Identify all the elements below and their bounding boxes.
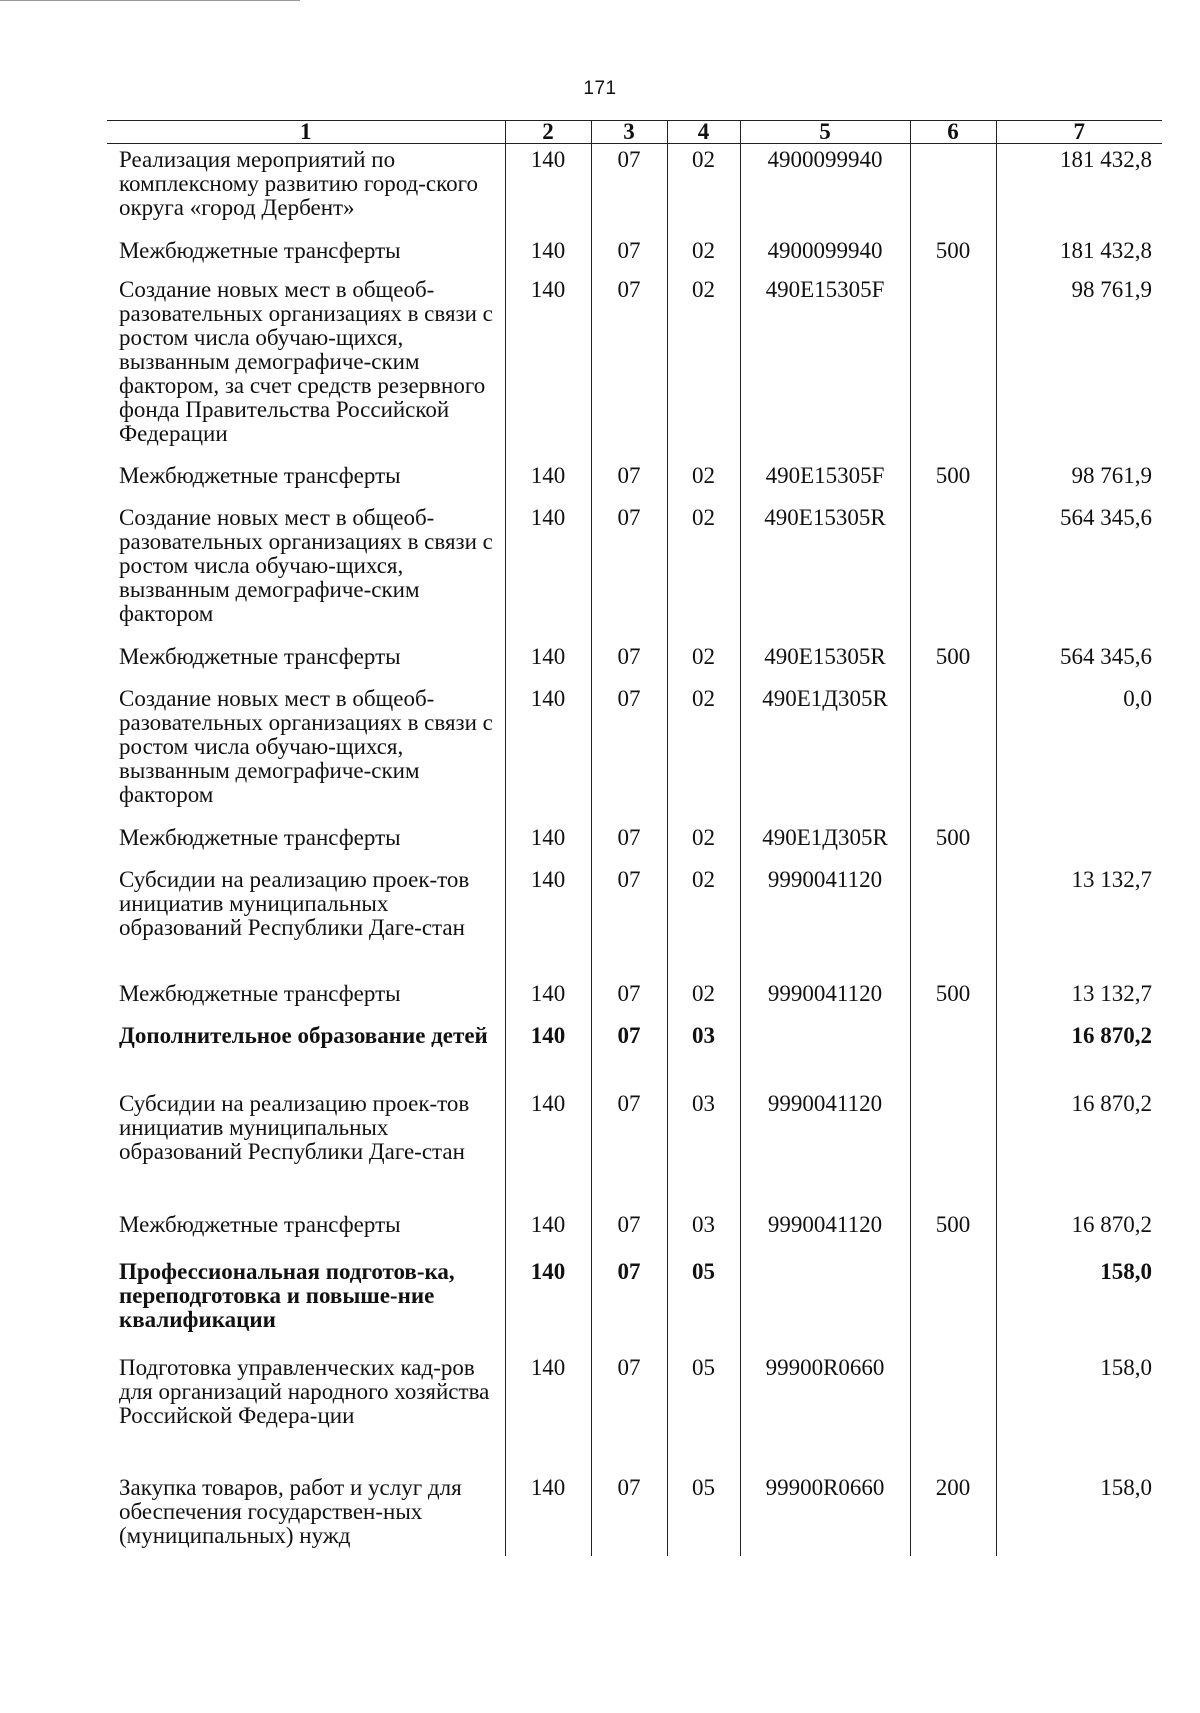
row-expense-type: 500 — [910, 978, 996, 1020]
row-amount: 564 345,6 — [996, 502, 1162, 641]
row-amount: 181 432,8 — [996, 144, 1162, 235]
header-col-7: 7 — [996, 121, 1162, 144]
budget-table — [107, 120, 1162, 1556]
row-expense-type: 500 — [910, 1209, 996, 1256]
table-header — [107, 121, 1162, 144]
table-row — [107, 978, 1162, 1020]
scan-edge-line — [0, 0, 300, 1]
row-amount: 181 432,8 — [996, 235, 1162, 274]
row-amount: 98 761,9 — [996, 460, 1162, 502]
row-name: Межбюджетные трансферты — [107, 641, 505, 683]
row-amount: 98 761,9 — [996, 274, 1162, 460]
table-row — [107, 502, 1162, 641]
row-name: Субсидии на реализацию проек-тов инициатив муниципальных образований Республики Даге-стан — [107, 1088, 505, 1209]
row-amount: 158,0 — [996, 1472, 1162, 1556]
table-row — [107, 1088, 1162, 1209]
row-target-code — [740, 1256, 910, 1352]
row-subsection-code: 02 — [667, 822, 740, 864]
row-name: Дополнительное образование детей — [107, 1020, 505, 1088]
row-expense-type — [910, 1352, 996, 1472]
header-row — [107, 121, 1162, 144]
header-col-6: 6 — [910, 121, 996, 144]
row-target-code: 490E15305F — [740, 460, 910, 502]
table-body — [107, 144, 1162, 1556]
row-ministry-code: 140 — [505, 1020, 591, 1088]
row-expense-type: 200 — [910, 1472, 996, 1556]
row-name: Субсидии на реализацию проек-тов инициатив муниципальных образований Республики Даге-стан — [107, 864, 505, 978]
table-row — [107, 235, 1162, 274]
header-col-3: 3 — [591, 121, 667, 144]
row-section-code: 07 — [591, 1209, 667, 1256]
row-target-code: 9990041120 — [740, 864, 910, 978]
row-amount: 16 870,2 — [996, 1020, 1162, 1088]
table-row — [107, 641, 1162, 683]
row-target-code: 99900R0660 — [740, 1472, 910, 1556]
row-subsection-code: 03 — [667, 1209, 740, 1256]
row-ministry-code: 140 — [505, 235, 591, 274]
table-row — [107, 1209, 1162, 1256]
row-name: Создание новых мест в общеоб-разовательных организациях в связи с ростом числа обучаю-щихся, вызванным демографиче-ским фактором — [107, 502, 505, 641]
row-ministry-code: 140 — [505, 1472, 591, 1556]
row-name: Межбюджетные трансферты — [107, 1209, 505, 1256]
row-subsection-code: 02 — [667, 683, 740, 822]
row-section-code: 07 — [591, 1020, 667, 1088]
row-target-code: 490E15305R — [740, 502, 910, 641]
row-section-code: 07 — [591, 235, 667, 274]
row-subsection-code: 05 — [667, 1472, 740, 1556]
row-ministry-code: 140 — [505, 1088, 591, 1209]
row-amount: 16 870,2 — [996, 1088, 1162, 1209]
row-section-code: 07 — [591, 1256, 667, 1352]
row-expense-type: 500 — [910, 641, 996, 683]
row-amount: 158,0 — [996, 1256, 1162, 1352]
row-expense-type: 500 — [910, 460, 996, 502]
row-expense-type — [910, 502, 996, 641]
table-row — [107, 1352, 1162, 1472]
row-section-code: 07 — [591, 1472, 667, 1556]
row-subsection-code: 02 — [667, 502, 740, 641]
header-col-2: 2 — [505, 121, 591, 144]
row-target-code: 490E15305R — [740, 641, 910, 683]
row-target-code: 9990041120 — [740, 1088, 910, 1209]
row-name: Создание новых мест в общеоб-разовательных организациях в связи с ростом числа обучаю-щихся, вызванным демографиче-ским фактором, за счет средств резервного фонда Правительства Российской Федерации — [107, 274, 505, 460]
row-target-code: 9990041120 — [740, 978, 910, 1020]
table-row — [107, 144, 1162, 235]
row-expense-type — [910, 864, 996, 978]
row-ministry-code: 140 — [505, 1256, 591, 1352]
row-amount: 564 345,6 — [996, 641, 1162, 683]
row-ministry-code: 140 — [505, 641, 591, 683]
row-section-code: 07 — [591, 144, 667, 235]
header-col-4: 4 — [667, 121, 740, 144]
row-subsection-code: 05 — [667, 1352, 740, 1472]
row-ministry-code: 140 — [505, 864, 591, 978]
row-subsection-code: 02 — [667, 641, 740, 683]
row-amount: 13 132,7 — [996, 978, 1162, 1020]
row-ministry-code: 140 — [505, 502, 591, 641]
row-target-code: 490E15305F — [740, 274, 910, 460]
row-ministry-code: 140 — [505, 978, 591, 1020]
row-name: Закупка товаров, работ и услуг для обеспечения государствен-ных (муниципальных) нужд — [107, 1472, 505, 1556]
row-target-code — [740, 1020, 910, 1088]
row-subsection-code: 02 — [667, 460, 740, 502]
row-expense-type — [910, 274, 996, 460]
row-name: Межбюджетные трансферты — [107, 460, 505, 502]
row-amount: 158,0 — [996, 1352, 1162, 1472]
row-ministry-code: 140 — [505, 683, 591, 822]
row-expense-type — [910, 144, 996, 235]
row-section-code: 07 — [591, 460, 667, 502]
row-subsection-code: 02 — [667, 144, 740, 235]
row-subsection-code: 02 — [667, 235, 740, 274]
table-row — [107, 1256, 1162, 1352]
table-row — [107, 864, 1162, 978]
table-row — [107, 274, 1162, 460]
row-expense-type — [910, 1020, 996, 1088]
row-section-code: 07 — [591, 864, 667, 978]
row-expense-type: 500 — [910, 822, 996, 864]
row-target-code: 9990041120 — [740, 1209, 910, 1256]
row-ministry-code: 140 — [505, 460, 591, 502]
page-number: 171 — [583, 78, 617, 99]
row-section-code: 07 — [591, 822, 667, 864]
row-subsection-code: 05 — [667, 1256, 740, 1352]
row-target-code: 490E1Д305R — [740, 683, 910, 822]
row-ministry-code: 140 — [505, 274, 591, 460]
row-amount: 16 870,2 — [996, 1209, 1162, 1256]
row-target-code: 99900R0660 — [740, 1352, 910, 1472]
row-expense-type — [910, 683, 996, 822]
row-subsection-code: 03 — [667, 1088, 740, 1209]
row-amount — [996, 822, 1162, 864]
row-section-code: 07 — [591, 502, 667, 641]
row-target-code: 4900099940 — [740, 144, 910, 235]
table-row — [107, 683, 1162, 822]
row-expense-type — [910, 1256, 996, 1352]
row-subsection-code: 02 — [667, 274, 740, 460]
row-name: Реализация мероприятий по комплексному развитию город-ского округа «город Дербент» — [107, 144, 505, 235]
row-target-code: 490E1Д305R — [740, 822, 910, 864]
row-section-code: 07 — [591, 641, 667, 683]
row-name: Подготовка управленческих кад-ров для организаций народного хозяйства Российской Федера-ции — [107, 1352, 505, 1472]
row-name: Межбюджетные трансферты — [107, 822, 505, 864]
row-section-code: 07 — [591, 683, 667, 822]
row-amount: 13 132,7 — [996, 864, 1162, 978]
row-ministry-code: 140 — [505, 1209, 591, 1256]
row-section-code: 07 — [591, 274, 667, 460]
row-amount: 0,0 — [996, 683, 1162, 822]
row-name: Профессиональная подготов-ка, переподготовка и повыше-ние квалификации — [107, 1256, 505, 1352]
row-expense-type — [910, 1088, 996, 1209]
header-col-5: 5 — [740, 121, 910, 144]
table-row — [107, 1472, 1162, 1556]
table-row — [107, 1020, 1162, 1088]
row-section-code: 07 — [591, 1088, 667, 1209]
row-ministry-code: 140 — [505, 822, 591, 864]
row-subsection-code: 03 — [667, 1020, 740, 1088]
table-row — [107, 460, 1162, 502]
row-name: Межбюджетные трансферты — [107, 235, 505, 274]
row-section-code: 07 — [591, 978, 667, 1020]
row-subsection-code: 02 — [667, 978, 740, 1020]
row-name: Создание новых мест в общеоб-разовательных организациях в связи с ростом числа обучаю-щихся, вызванным демографиче-ским фактором — [107, 683, 505, 822]
row-expense-type: 500 — [910, 235, 996, 274]
table-row — [107, 822, 1162, 864]
row-ministry-code: 140 — [505, 1352, 591, 1472]
row-ministry-code: 140 — [505, 144, 591, 235]
row-subsection-code: 02 — [667, 864, 740, 978]
row-section-code: 07 — [591, 1352, 667, 1472]
row-name: Межбюджетные трансферты — [107, 978, 505, 1020]
header-col-1: 1 — [107, 121, 505, 144]
row-target-code: 4900099940 — [740, 235, 910, 274]
